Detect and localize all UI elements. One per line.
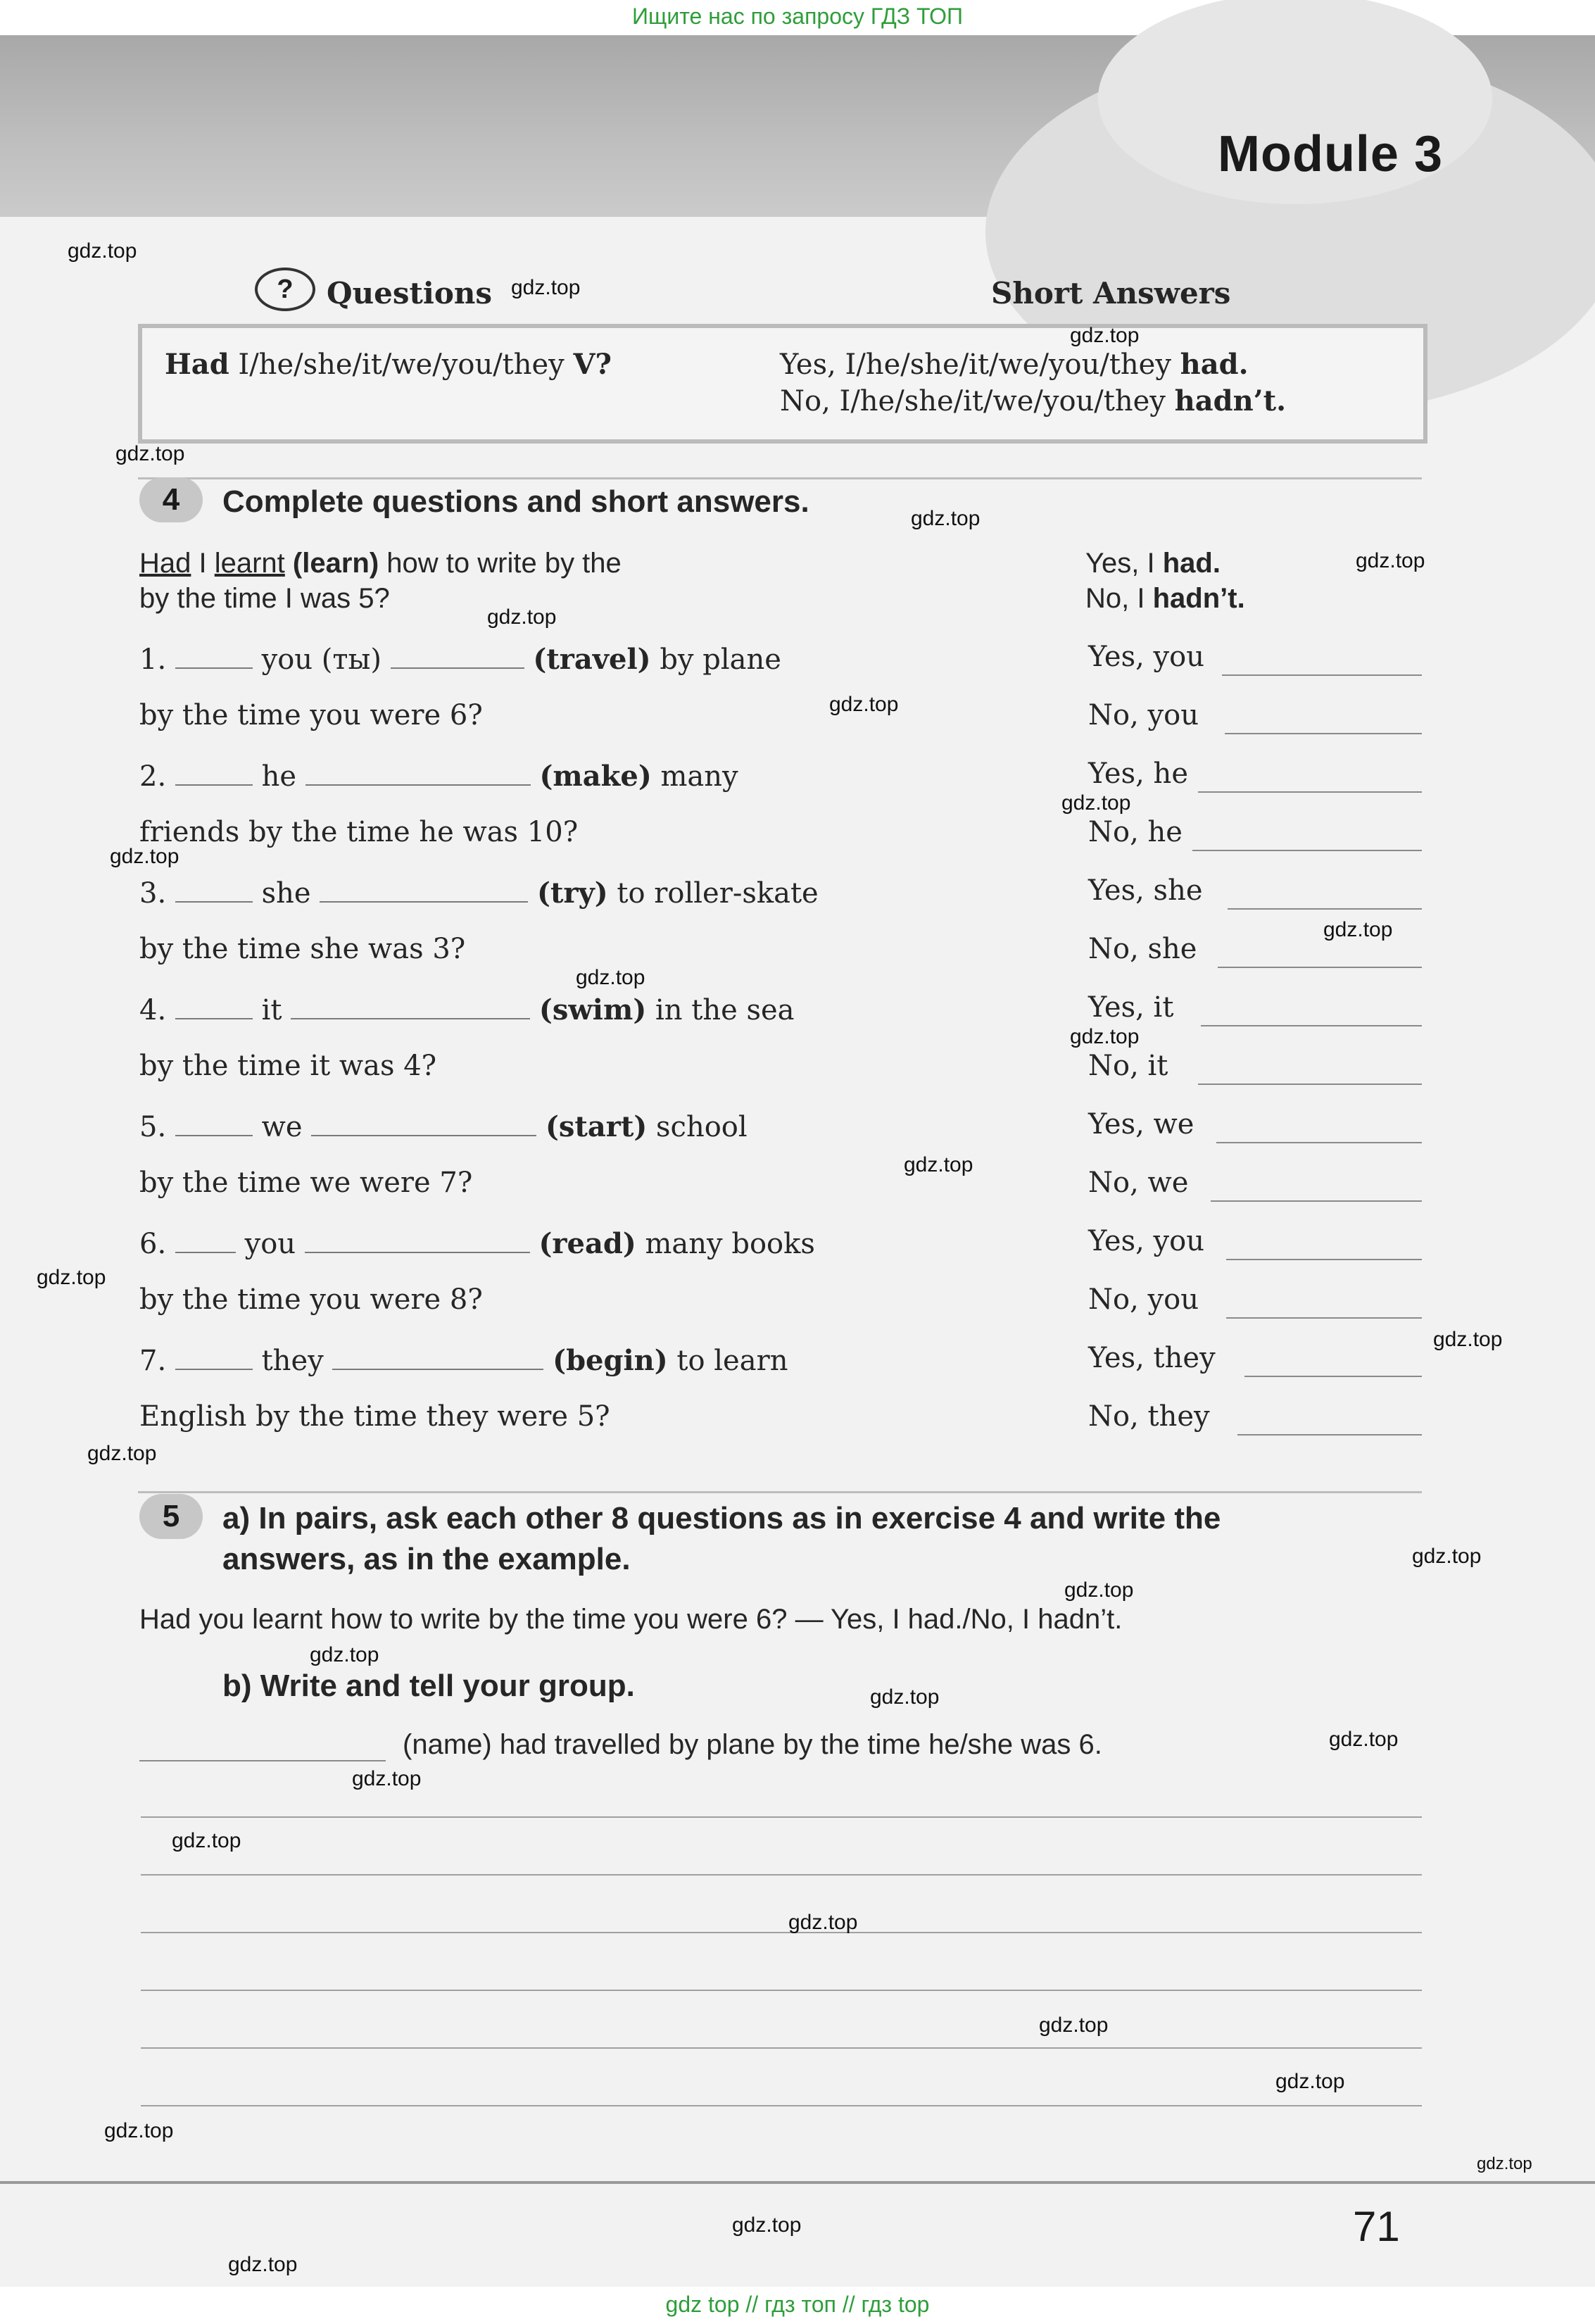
writing-line[interactable] bbox=[141, 2105, 1422, 2106]
answer-line[interactable] bbox=[1237, 1434, 1422, 1436]
answer-line[interactable] bbox=[1211, 1200, 1422, 1202]
watermark: gdz.top bbox=[732, 2213, 802, 2237]
answer-line[interactable] bbox=[1198, 1084, 1422, 1085]
watermark: gdz.top bbox=[1356, 549, 1425, 572]
watermark: gdz.top bbox=[1275, 2070, 1345, 2093]
watermark: gdz.top bbox=[904, 1153, 973, 1176]
item-6-yes: Yes, you bbox=[1088, 1225, 1204, 1257]
grammar-no-pattern: No, I/he/she/it/we/you/they hadn’t. bbox=[780, 384, 1286, 417]
watermark: gdz.top bbox=[1323, 918, 1393, 941]
question-icon: ? bbox=[255, 268, 315, 311]
item-5-question-line1: 5. we (start) school bbox=[139, 1108, 748, 1143]
item-5-no: No, we bbox=[1088, 1167, 1189, 1199]
divider bbox=[138, 1491, 1422, 1493]
watermark: gdz.top bbox=[1329, 1728, 1399, 1751]
item-2-question-line2: friends by the time he was 10? bbox=[139, 816, 579, 848]
watermark: gdz.top bbox=[87, 1442, 157, 1465]
item-2-yes: Yes, he bbox=[1088, 758, 1188, 790]
watermark: gdz.top bbox=[352, 1767, 422, 1790]
writing-line[interactable] bbox=[141, 1932, 1422, 1933]
example-question-line2: by the time I was 5? bbox=[139, 583, 390, 614]
answer-line[interactable] bbox=[1201, 1025, 1422, 1026]
item-6-no: No, you bbox=[1088, 1283, 1199, 1316]
watermark: gdz.top bbox=[104, 2119, 174, 2142]
grammar-yes-pattern: Yes, I/he/she/it/we/you/they had. bbox=[780, 348, 1249, 381]
item-2-no: No, he bbox=[1088, 816, 1183, 848]
answer-blank[interactable] bbox=[291, 991, 530, 1019]
item-1-question-line1: 1. you (ты) (travel) by plane bbox=[139, 641, 781, 676]
grammar-table bbox=[138, 324, 1427, 444]
item-3-question-line1: 3. she (try) to roller-skate bbox=[139, 874, 819, 910]
answer-blank[interactable] bbox=[320, 874, 528, 903]
watermark: gdz.top bbox=[576, 966, 645, 989]
exercise-5-number: 5 bbox=[139, 1494, 203, 1539]
watermark: gdz.top bbox=[1070, 1025, 1140, 1048]
exercise-4-number: 4 bbox=[139, 477, 203, 522]
divider bbox=[138, 477, 1422, 479]
watermark: gdz.top bbox=[1039, 2014, 1109, 2037]
short-answers-heading: Short Answers bbox=[991, 276, 1231, 310]
watermark: gdz.top bbox=[829, 693, 899, 716]
name-blank[interactable] bbox=[139, 1760, 386, 1761]
example-no-answer: No, I hadn’t. bbox=[1085, 583, 1245, 614]
watermark: gdz.top bbox=[68, 239, 137, 263]
answer-blank[interactable] bbox=[311, 1108, 536, 1136]
exercise-5-sentence: (name) had travelled by plane by the time he/she was 6. bbox=[403, 1729, 1102, 1760]
footer-divider bbox=[0, 2181, 1595, 2184]
watermark: gdz.top bbox=[1061, 791, 1131, 815]
item-7-question-line1: 7. they (begin) to learn bbox=[139, 1342, 788, 1377]
item-3-no: No, she bbox=[1088, 933, 1197, 965]
answer-line[interactable] bbox=[1244, 1376, 1422, 1377]
watermark: gdz.top bbox=[487, 605, 557, 629]
item-1-question-line2: by the time you were 6? bbox=[139, 699, 483, 731]
item-1-no: No, you bbox=[1088, 699, 1199, 731]
answer-blank[interactable] bbox=[175, 641, 253, 669]
item-7-question-line2: English by the time they were 5? bbox=[139, 1400, 610, 1433]
exercise-5-part-a-line2: answers, as in the example. bbox=[222, 1542, 631, 1576]
example-yes-answer: Yes, I had. bbox=[1085, 548, 1221, 579]
answer-blank[interactable] bbox=[332, 1342, 543, 1370]
answer-blank[interactable] bbox=[175, 1342, 253, 1370]
watermark: gdz.top bbox=[310, 1643, 379, 1666]
watermark: gdz.top bbox=[1477, 2154, 1532, 2173]
answer-blank[interactable] bbox=[175, 758, 253, 786]
answer-line[interactable] bbox=[1228, 908, 1422, 910]
watermark: gdz.top bbox=[1433, 1328, 1503, 1351]
item-7-yes: Yes, they bbox=[1088, 1342, 1216, 1374]
answer-blank[interactable] bbox=[391, 641, 524, 669]
writing-line[interactable] bbox=[141, 1816, 1422, 1818]
item-3-yes: Yes, she bbox=[1088, 874, 1203, 907]
answer-line[interactable] bbox=[1222, 674, 1422, 676]
watermark: gdz.top bbox=[911, 507, 981, 530]
questions-heading: Questions bbox=[327, 276, 493, 310]
answer-blank[interactable] bbox=[175, 1108, 253, 1136]
example-question-line1: Had I learnt (learn) how to write by the bbox=[139, 548, 622, 579]
exercise-5-example: Had you learnt how to write by the time you were 6? — Yes, I had./No, I hadn’t. bbox=[139, 1604, 1123, 1635]
item-1-yes: Yes, you bbox=[1088, 641, 1204, 673]
writing-line[interactable] bbox=[141, 1990, 1422, 1991]
exercise-5-part-a-line1: a) In pairs, ask each other 8 questions as in exercise 4 and write the bbox=[222, 1501, 1221, 1535]
item-7-no: No, they bbox=[1088, 1400, 1210, 1433]
writing-line[interactable] bbox=[141, 1874, 1422, 1876]
watermark: gdz.top bbox=[511, 276, 581, 299]
item-5-question-line2: by the time we were 7? bbox=[139, 1167, 473, 1199]
answer-line[interactable] bbox=[1226, 1259, 1422, 1260]
watermark: gdz.top bbox=[1070, 324, 1140, 347]
item-4-no: No, it bbox=[1088, 1050, 1168, 1082]
answer-line[interactable] bbox=[1216, 1142, 1422, 1143]
exercise-4-instruction: Complete questions and short answers. bbox=[222, 484, 809, 519]
watermark: gdz.top bbox=[870, 1685, 940, 1709]
answer-line[interactable] bbox=[1198, 791, 1422, 793]
watermark: gdz.top bbox=[110, 845, 179, 868]
answer-blank[interactable] bbox=[175, 991, 253, 1019]
answer-blank[interactable] bbox=[305, 758, 531, 786]
module-title: Module 3 bbox=[1218, 126, 1444, 182]
watermark: gdz.top bbox=[172, 1829, 241, 1852]
bottom-banner[interactable]: gdz top // гдз топ // гдз top bbox=[665, 2292, 930, 2317]
item-5-yes: Yes, we bbox=[1088, 1108, 1194, 1141]
watermark: gdz.top bbox=[1064, 1578, 1134, 1602]
top-banner[interactable]: Ищите нас по запросу ГДЗ ТОП bbox=[632, 4, 963, 29]
item-4-question-line1: 4. it (swim) in the sea bbox=[139, 991, 795, 1026]
writing-line[interactable] bbox=[141, 2047, 1422, 2049]
item-4-yes: Yes, it bbox=[1088, 991, 1174, 1024]
answer-blank[interactable] bbox=[175, 874, 253, 903]
item-4-question-line2: by the time it was 4? bbox=[139, 1050, 437, 1082]
answer-line[interactable] bbox=[1225, 733, 1422, 734]
answer-blank[interactable] bbox=[305, 1225, 530, 1253]
item-6-question-line2: by the time you were 8? bbox=[139, 1283, 483, 1316]
answer-line[interactable] bbox=[1192, 850, 1422, 851]
item-6-question-line1: 6. you (read) many books bbox=[139, 1225, 815, 1260]
answer-line[interactable] bbox=[1226, 1317, 1422, 1319]
watermark: gdz.top bbox=[115, 442, 185, 465]
item-2-question-line1: 2. he (make) many bbox=[139, 758, 738, 793]
watermark: gdz.top bbox=[228, 2253, 298, 2276]
item-3-question-line2: by the time she was 3? bbox=[139, 933, 466, 965]
exercise-5-part-b: b) Write and tell your group. bbox=[222, 1669, 635, 1703]
page-number: 71 bbox=[1353, 2203, 1400, 2250]
answer-line[interactable] bbox=[1218, 967, 1422, 968]
watermark: gdz.top bbox=[37, 1266, 106, 1289]
answer-blank[interactable] bbox=[175, 1225, 236, 1253]
watermark: gdz.top bbox=[1412, 1545, 1482, 1568]
grammar-question-pattern: Had I/he/she/it/we/you/they V? bbox=[165, 348, 612, 381]
watermark: gdz.top bbox=[788, 1911, 858, 1934]
